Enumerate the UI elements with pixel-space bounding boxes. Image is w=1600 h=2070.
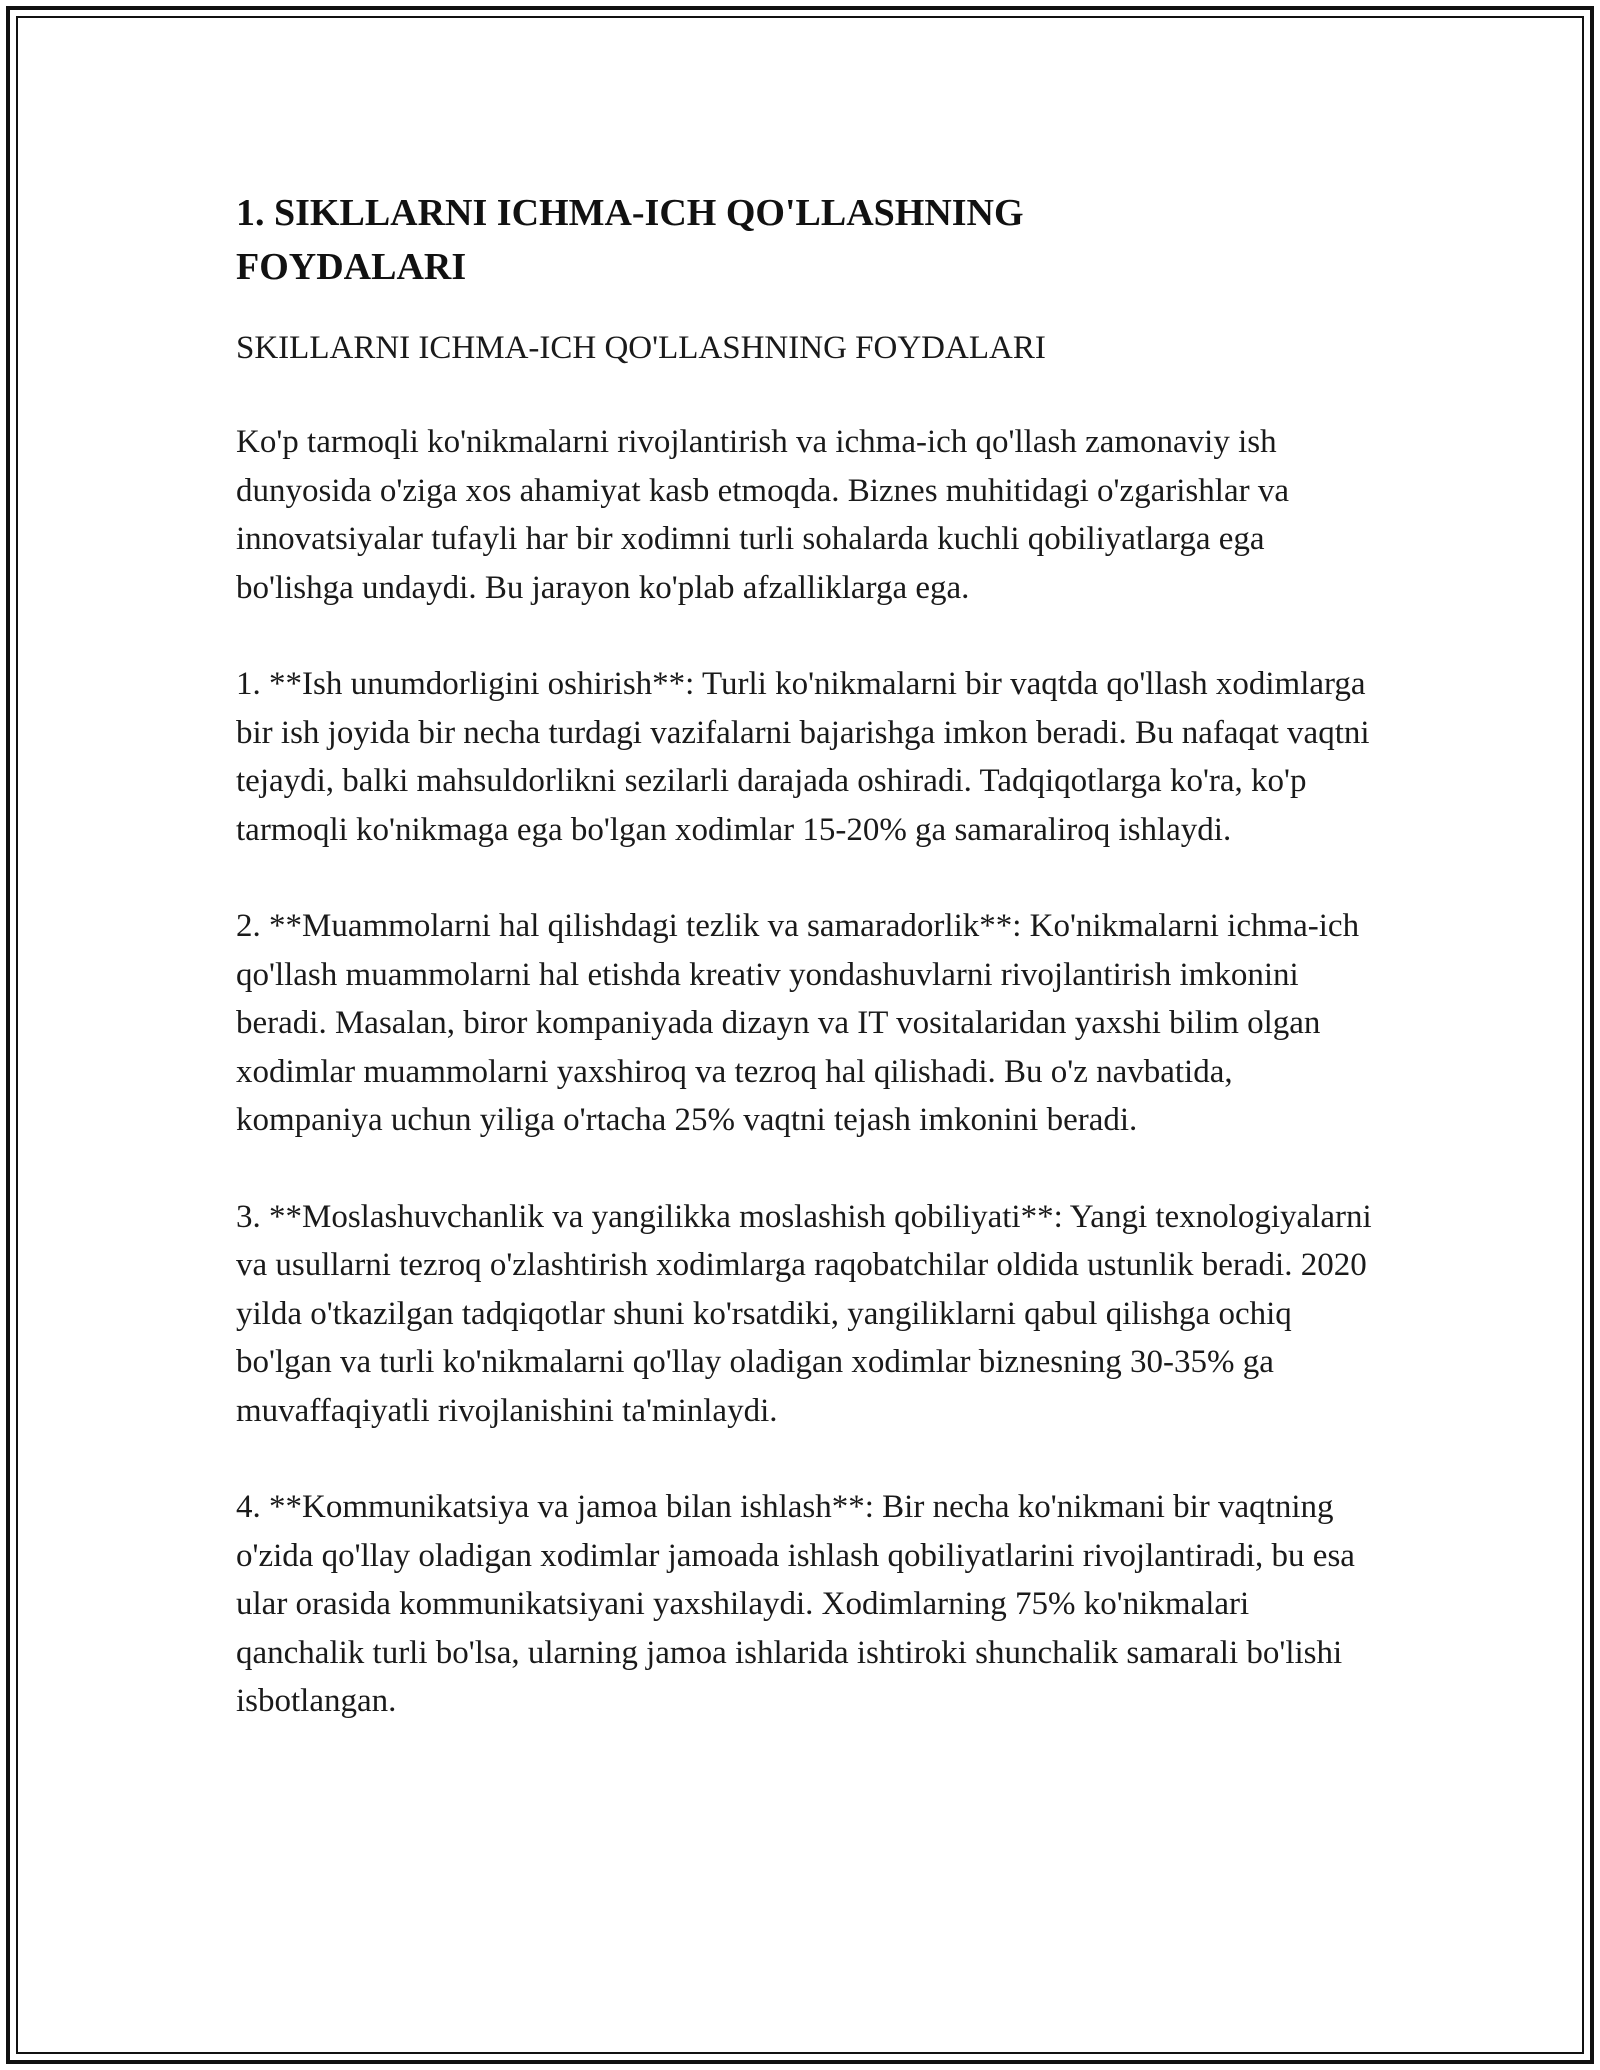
benefit-paragraph-3: 3. **Moslashuvchanlik va yangilikka moslashish qobiliyati**: Yangi texnologiyalarni va usullarni tezroq o'zlashtirish xodimlarga raqobatchilar oldida ustunlik beradi. 2020 yilda o'tkazilgan tadqiqotlar shuni ko'rsatdiki, yangiliklarni qabul qilishga ochiq bo'lgan va turli ko'nikmalarni qo'llay oladigan xodimlar biznesning 30-35% ga muvaffaqiyatli rivojlanishini ta'minlaydi. xyxy=(236,1198,1372,1429)
document-title: 1. SIKLLARNI ICHMA-ICH QO'LLASHNING FOYDALARI xyxy=(236,192,1024,288)
benefit-paragraph-4: 4. **Kommunikatsiya va jamoa bilan ishlash**: Bir necha ko'nikmani bir vaqtning o'zida qo'llay oladigan xodimlar jamoada ishlash qobiliyatlarini rivojlantiradi, bu esa ular orasida kommunikatsiyani yaxshilaydi. Xodimlarning 75% ko'nikmalari qanchalik turli bo'lsa, ularning jamoa ishlarida ishtiroki shunchalik samarali bo'lishi isbotlangan. xyxy=(236,1489,1355,1719)
document-body xyxy=(236,186,1376,1726)
document-subtitle: SKILLARNI ICHMA-ICH QO'LLASHNING FOYDALARI xyxy=(236,330,1046,366)
intro-paragraph: Ko'p tarmoqli ko'nikmalarni rivojlantirish va ichma-ich qo'llash zamonaviy ish dunyosida o'ziga xos ahamiyat kasb etmoqda. Biznes muhitidagi o'zgarishlar va innovatsiyalar tufayli har bir xodimni turli sohalarda kuchli qobiliyatlarga ega bo'lishga undaydi. Bu jarayon ko'plab afzalliklarga ega. xyxy=(236,424,1289,606)
benefit-paragraph-2: 2. **Muammolarni hal qilishdagi tezlik va samaradorlik**: Ko'nikmalarni ichma-ich qo'llash muammolarni hal etishda kreativ yondashuvlarni rivojlantirish imkonini beradi. Masalan, biror kompaniyada dizayn va IT vositalaridan yaxshi bilim olgan xodimlar muammolarni yaxshiroq va tezroq hal qilishadi. Bu o'z navbatida, kompaniya uchun yiliga o'rtacha 25% vaqtni tejash imkonini beradi. xyxy=(236,908,1360,1138)
benefit-paragraph-1: 1. **Ish unumdorligini oshirish**: Turli ko'nikmalarni bir vaqtda qo'llash xodimlarga bir ish joyida bir necha turdagi vazifalarni bajarishga imkon beradi. Bu nafaqat vaqtni tejaydi, balki mahsuldorlikni sezilarli darajada oshiradi. Tadqiqotlarga ko'ra, ko'p tarmoqli ko'nikmaga ega bo'lgan xodimlar 15-20% ga samaraliroq ishlaydi. xyxy=(236,666,1370,848)
